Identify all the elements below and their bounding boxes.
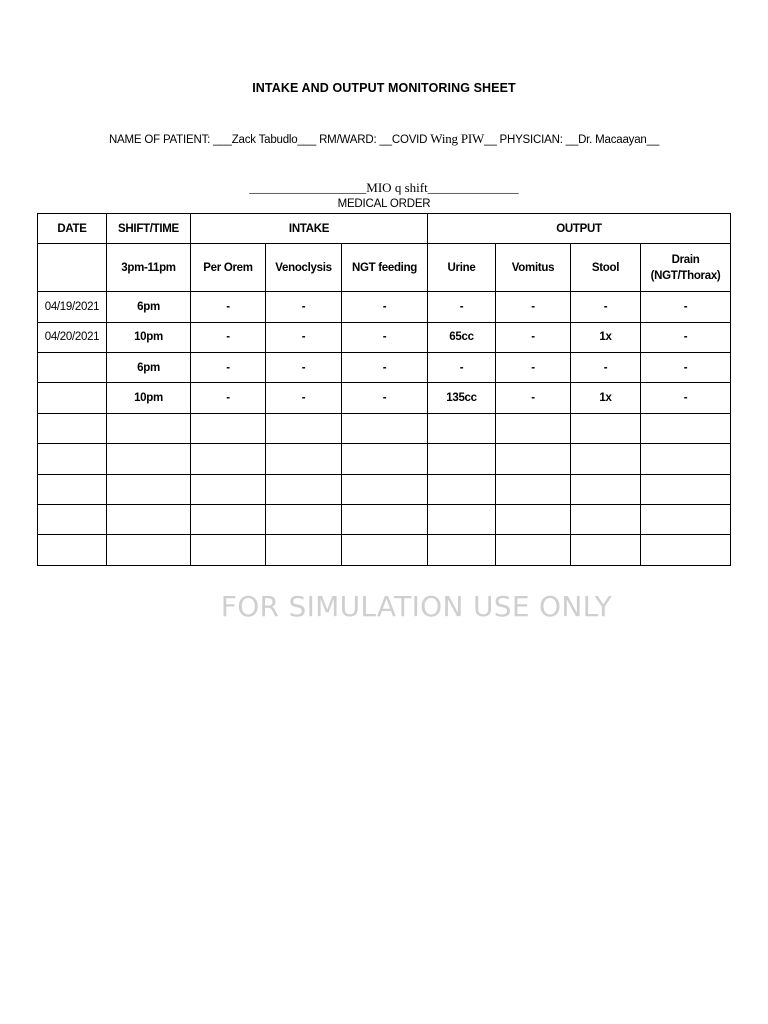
subheader-urine: Urine xyxy=(428,244,496,292)
empty-row xyxy=(38,474,731,504)
cell-ngt: - xyxy=(342,383,428,413)
cell-venoclysis: - xyxy=(266,383,342,413)
empty-row xyxy=(38,444,731,474)
patient-name: NAME OF PATIENT: ___Zack Tabudlo___ xyxy=(108,134,317,146)
subheader-row xyxy=(38,244,731,292)
cell-ngt: - xyxy=(342,322,428,352)
cell-venoclysis: - xyxy=(266,292,342,322)
cell-time: 6pm xyxy=(107,352,191,382)
subheader-venoclysis: Venoclysis xyxy=(266,244,342,292)
cell-date xyxy=(38,383,107,413)
table-row xyxy=(38,322,731,352)
medical-order-line: __________________MIO q shift______________ xyxy=(249,180,519,195)
cell-urine: 65cc xyxy=(428,322,496,352)
cell-vomitus: - xyxy=(496,383,571,413)
cell-vomitus: - xyxy=(496,322,571,352)
cell-drain: - xyxy=(641,383,731,413)
empty-row xyxy=(38,505,731,535)
cell-urine: 135cc xyxy=(428,383,496,413)
cell-venoclysis: - xyxy=(266,322,342,352)
subheader-per-orem: Per Orem xyxy=(191,244,266,292)
cell-date xyxy=(38,352,107,382)
subheader-empty xyxy=(38,244,107,292)
table-row xyxy=(38,383,731,413)
cell-stool: 1x xyxy=(571,383,641,413)
cell-urine: - xyxy=(428,292,496,322)
cell-vomitus: - xyxy=(496,352,571,382)
cell-drain: - xyxy=(641,292,731,322)
subheader-shift-range: 3pm-11pm xyxy=(107,244,191,292)
drain-line1: Drain xyxy=(671,253,700,266)
cell-drain: - xyxy=(641,322,731,352)
subheader-drain xyxy=(641,244,731,292)
patient-info-line xyxy=(0,131,768,147)
cell-vomitus: - xyxy=(496,292,571,322)
cell-venoclysis: - xyxy=(266,352,342,382)
cell-date: 04/19/2021 xyxy=(38,292,107,322)
cell-time: 10pm xyxy=(107,322,191,352)
empty-row xyxy=(38,535,731,566)
col-shift: SHIFT/TIME xyxy=(107,214,191,244)
cell-date: 04/20/2021 xyxy=(38,322,107,352)
cell-drain: - xyxy=(641,352,731,382)
intake-output-table xyxy=(37,213,731,566)
ward: RM/WARD: __COVID xyxy=(319,134,428,146)
medical-order-label: MEDICAL ORDER xyxy=(337,198,431,210)
sheet-title: INTAKE AND OUTPUT MONITORING SHEET xyxy=(252,81,516,95)
cell-per-orem: - xyxy=(191,292,266,322)
col-intake: INTAKE xyxy=(191,214,428,244)
subheader-ngt-feeding: NGT feeding xyxy=(342,244,428,292)
col-date: DATE xyxy=(38,214,107,244)
cell-time: 6pm xyxy=(107,292,191,322)
table-row xyxy=(38,352,731,382)
cell-stool: - xyxy=(571,352,641,382)
table-row xyxy=(38,292,731,322)
drain-line2: (NGT/Thorax) xyxy=(650,269,721,282)
cell-ngt: - xyxy=(342,352,428,382)
cell-time: 10pm xyxy=(107,383,191,413)
cell-ngt: - xyxy=(342,292,428,322)
cell-per-orem: - xyxy=(191,383,266,413)
cell-per-orem: - xyxy=(191,322,266,352)
physician: __ PHYSICIAN: __Dr. Macaayan__ xyxy=(484,134,660,146)
cell-urine: - xyxy=(428,352,496,382)
col-output: OUTPUT xyxy=(428,214,731,244)
cell-stool: - xyxy=(571,292,641,322)
header-row xyxy=(38,214,731,244)
ward-value: Wing PIW xyxy=(430,131,485,146)
subheader-vomitus: Vomitus xyxy=(496,244,571,292)
simulation-watermark: FOR SIMULATION USE ONLY xyxy=(220,590,613,623)
empty-row xyxy=(38,413,731,443)
cell-stool: 1x xyxy=(571,322,641,352)
subheader-stool: Stool xyxy=(571,244,641,292)
cell-per-orem: - xyxy=(191,352,266,382)
